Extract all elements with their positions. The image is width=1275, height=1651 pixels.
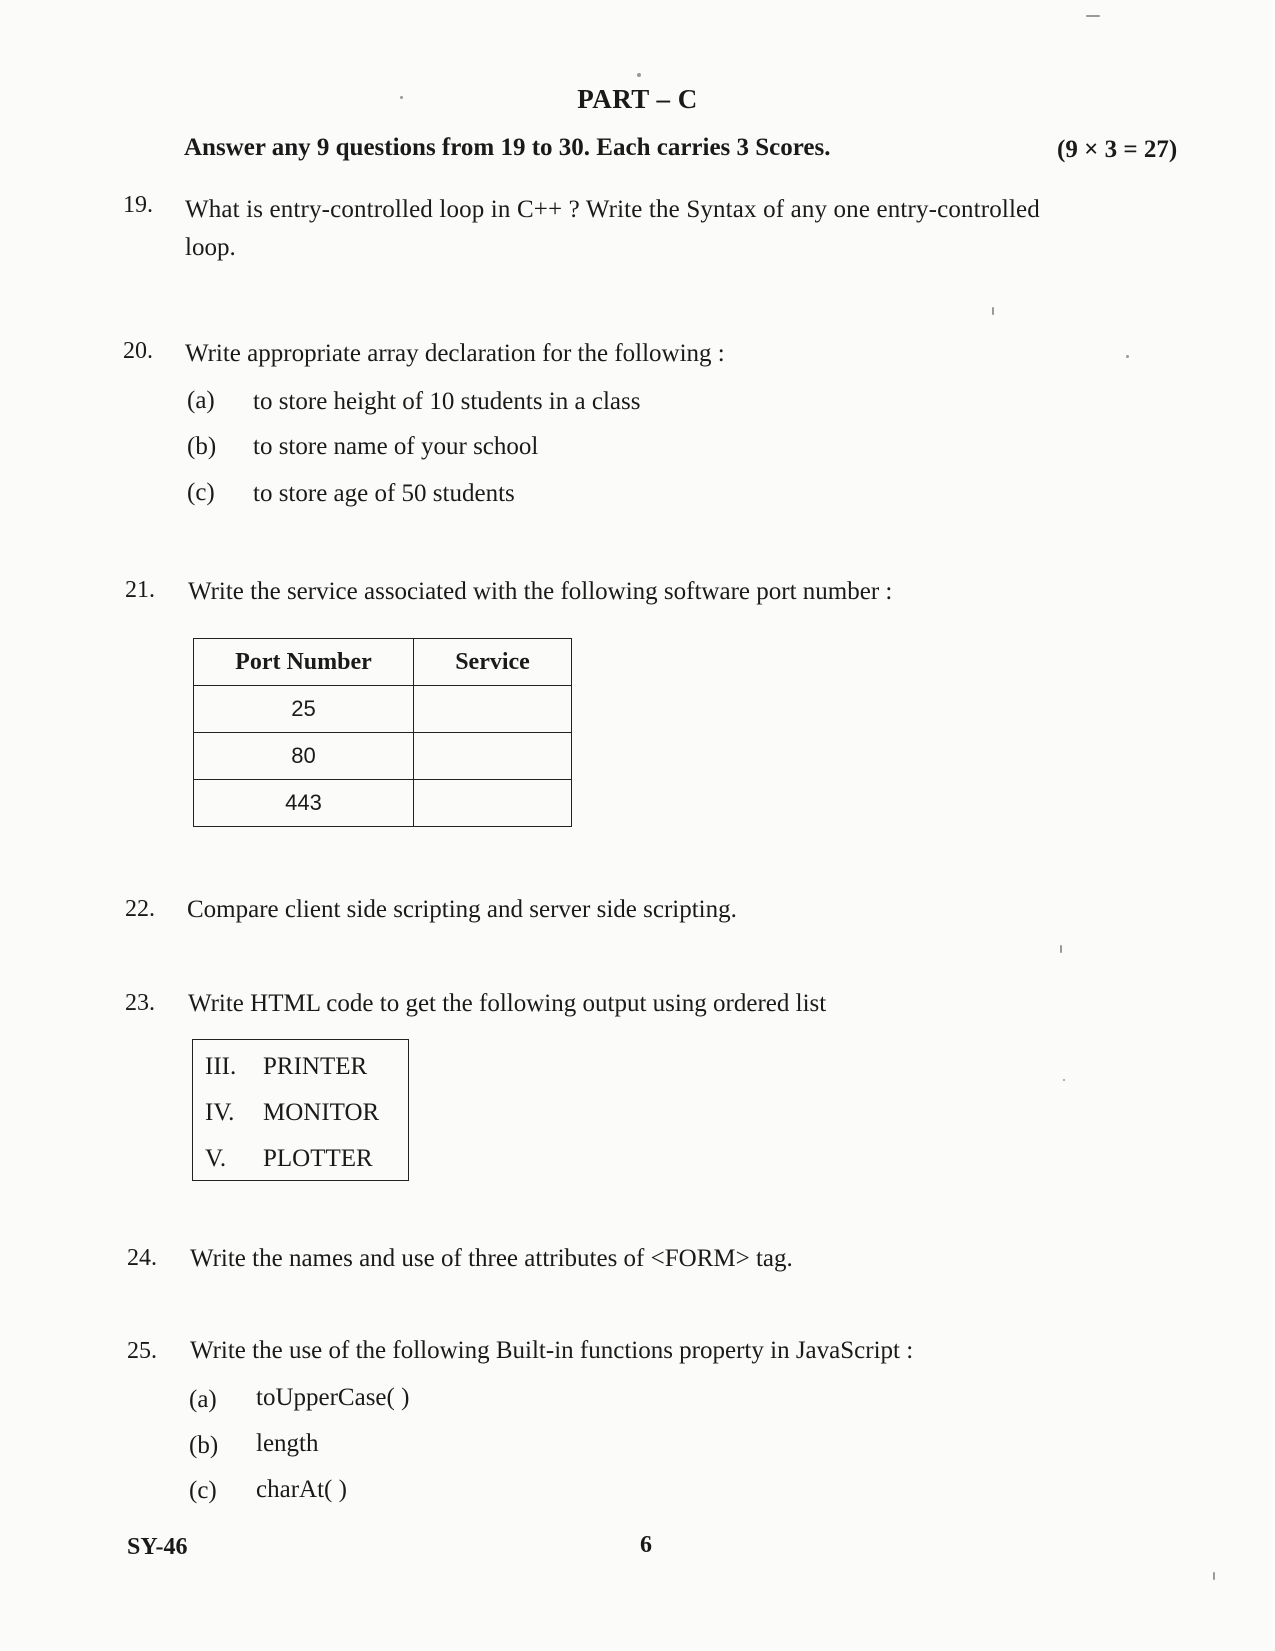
question-25-option-c-label: (c) [189,1477,217,1504]
port-service-table [193,638,572,827]
table-row [194,686,572,733]
table-cell-service [414,733,572,780]
list-item [205,1099,379,1127]
question-19-number: 19. [123,192,153,218]
question-25-option-c-text: charAt( ) [256,1476,347,1503]
question-21-number: 21. [125,577,155,603]
question-19-text-line1: What is entry-controlled loop in C++ ? Write the Syntax of any one entry-controlled [185,196,1040,223]
list-item-number: V. [205,1145,227,1172]
question-20-option-a-text: to store height of 10 students in a class [253,388,641,415]
list-item [205,1145,373,1173]
scan-speck [1126,355,1129,358]
question-22-number: 22. [125,896,155,922]
table-cell-service [414,780,572,827]
instruction-text: Answer any 9 questions from 19 to 30. Each carries 3 Scores. [184,134,831,161]
scan-speck [992,307,994,315]
paper-code: SY-46 [127,1534,188,1560]
table-row [194,733,572,780]
table-cell-port: 443 [194,780,414,827]
table-header-port: Port Number [194,639,414,686]
question-25-option-a-text: toUpperCase( ) [256,1384,410,1411]
question-23-number: 23. [125,990,155,1016]
list-item-text: PRINTER [263,1053,368,1080]
question-24-number: 24. [127,1245,157,1271]
question-20-option-c-label: (c) [187,479,215,506]
question-20-option-b-label: (b) [187,433,217,460]
question-25-option-a-label: (a) [189,1386,217,1413]
question-23-text: Write HTML code to get the following output using ordered list [188,990,827,1017]
question-19-text-line2: loop. [185,234,236,261]
question-25-text: Write the use of the following Built-in functions property in JavaScript : [190,1337,914,1364]
scan-speck [637,73,641,77]
question-21-text: Write the service associated with the following software port number : [188,578,893,605]
scan-speck [1213,1572,1215,1580]
question-25-number: 25. [127,1338,157,1364]
table-header-row [194,639,572,686]
list-item-number: IV. [205,1099,235,1126]
list-item [205,1053,367,1081]
question-25-option-b-label: (b) [189,1432,219,1459]
question-20-option-a-label: (a) [187,387,215,414]
question-20-text: Write appropriate array declaration for the following : [185,340,725,367]
list-item-text: MONITOR [263,1099,380,1126]
list-item-text: PLOTTER [263,1145,373,1172]
part-title: PART – C [577,84,698,114]
marks-total: (9 × 3 = 27) [1057,136,1178,163]
table-row [194,780,572,827]
ordered-list-output-box [192,1039,409,1181]
table-cell-service [414,686,572,733]
list-item-number: III. [205,1053,237,1080]
question-22-text: Compare client side scripting and server side scripting. [187,896,737,923]
table-cell-port: 25 [194,686,414,733]
scan-speck [1060,945,1062,953]
question-24-text: Write the names and use of three attributes of <FORM> tag. [190,1245,793,1272]
table-cell-port: 80 [194,733,414,780]
question-25-option-b-text: length [256,1430,319,1457]
page-number: 6 [640,1532,652,1558]
question-20-number: 20. [123,338,153,364]
scan-speck [1086,15,1100,17]
question-20-option-b-text: to store name of your school [253,433,539,460]
scan-speck [400,96,403,99]
question-20-option-c-text: to store age of 50 students [253,480,515,507]
scan-speck [1063,1079,1065,1081]
table-header-service: Service [414,639,572,686]
